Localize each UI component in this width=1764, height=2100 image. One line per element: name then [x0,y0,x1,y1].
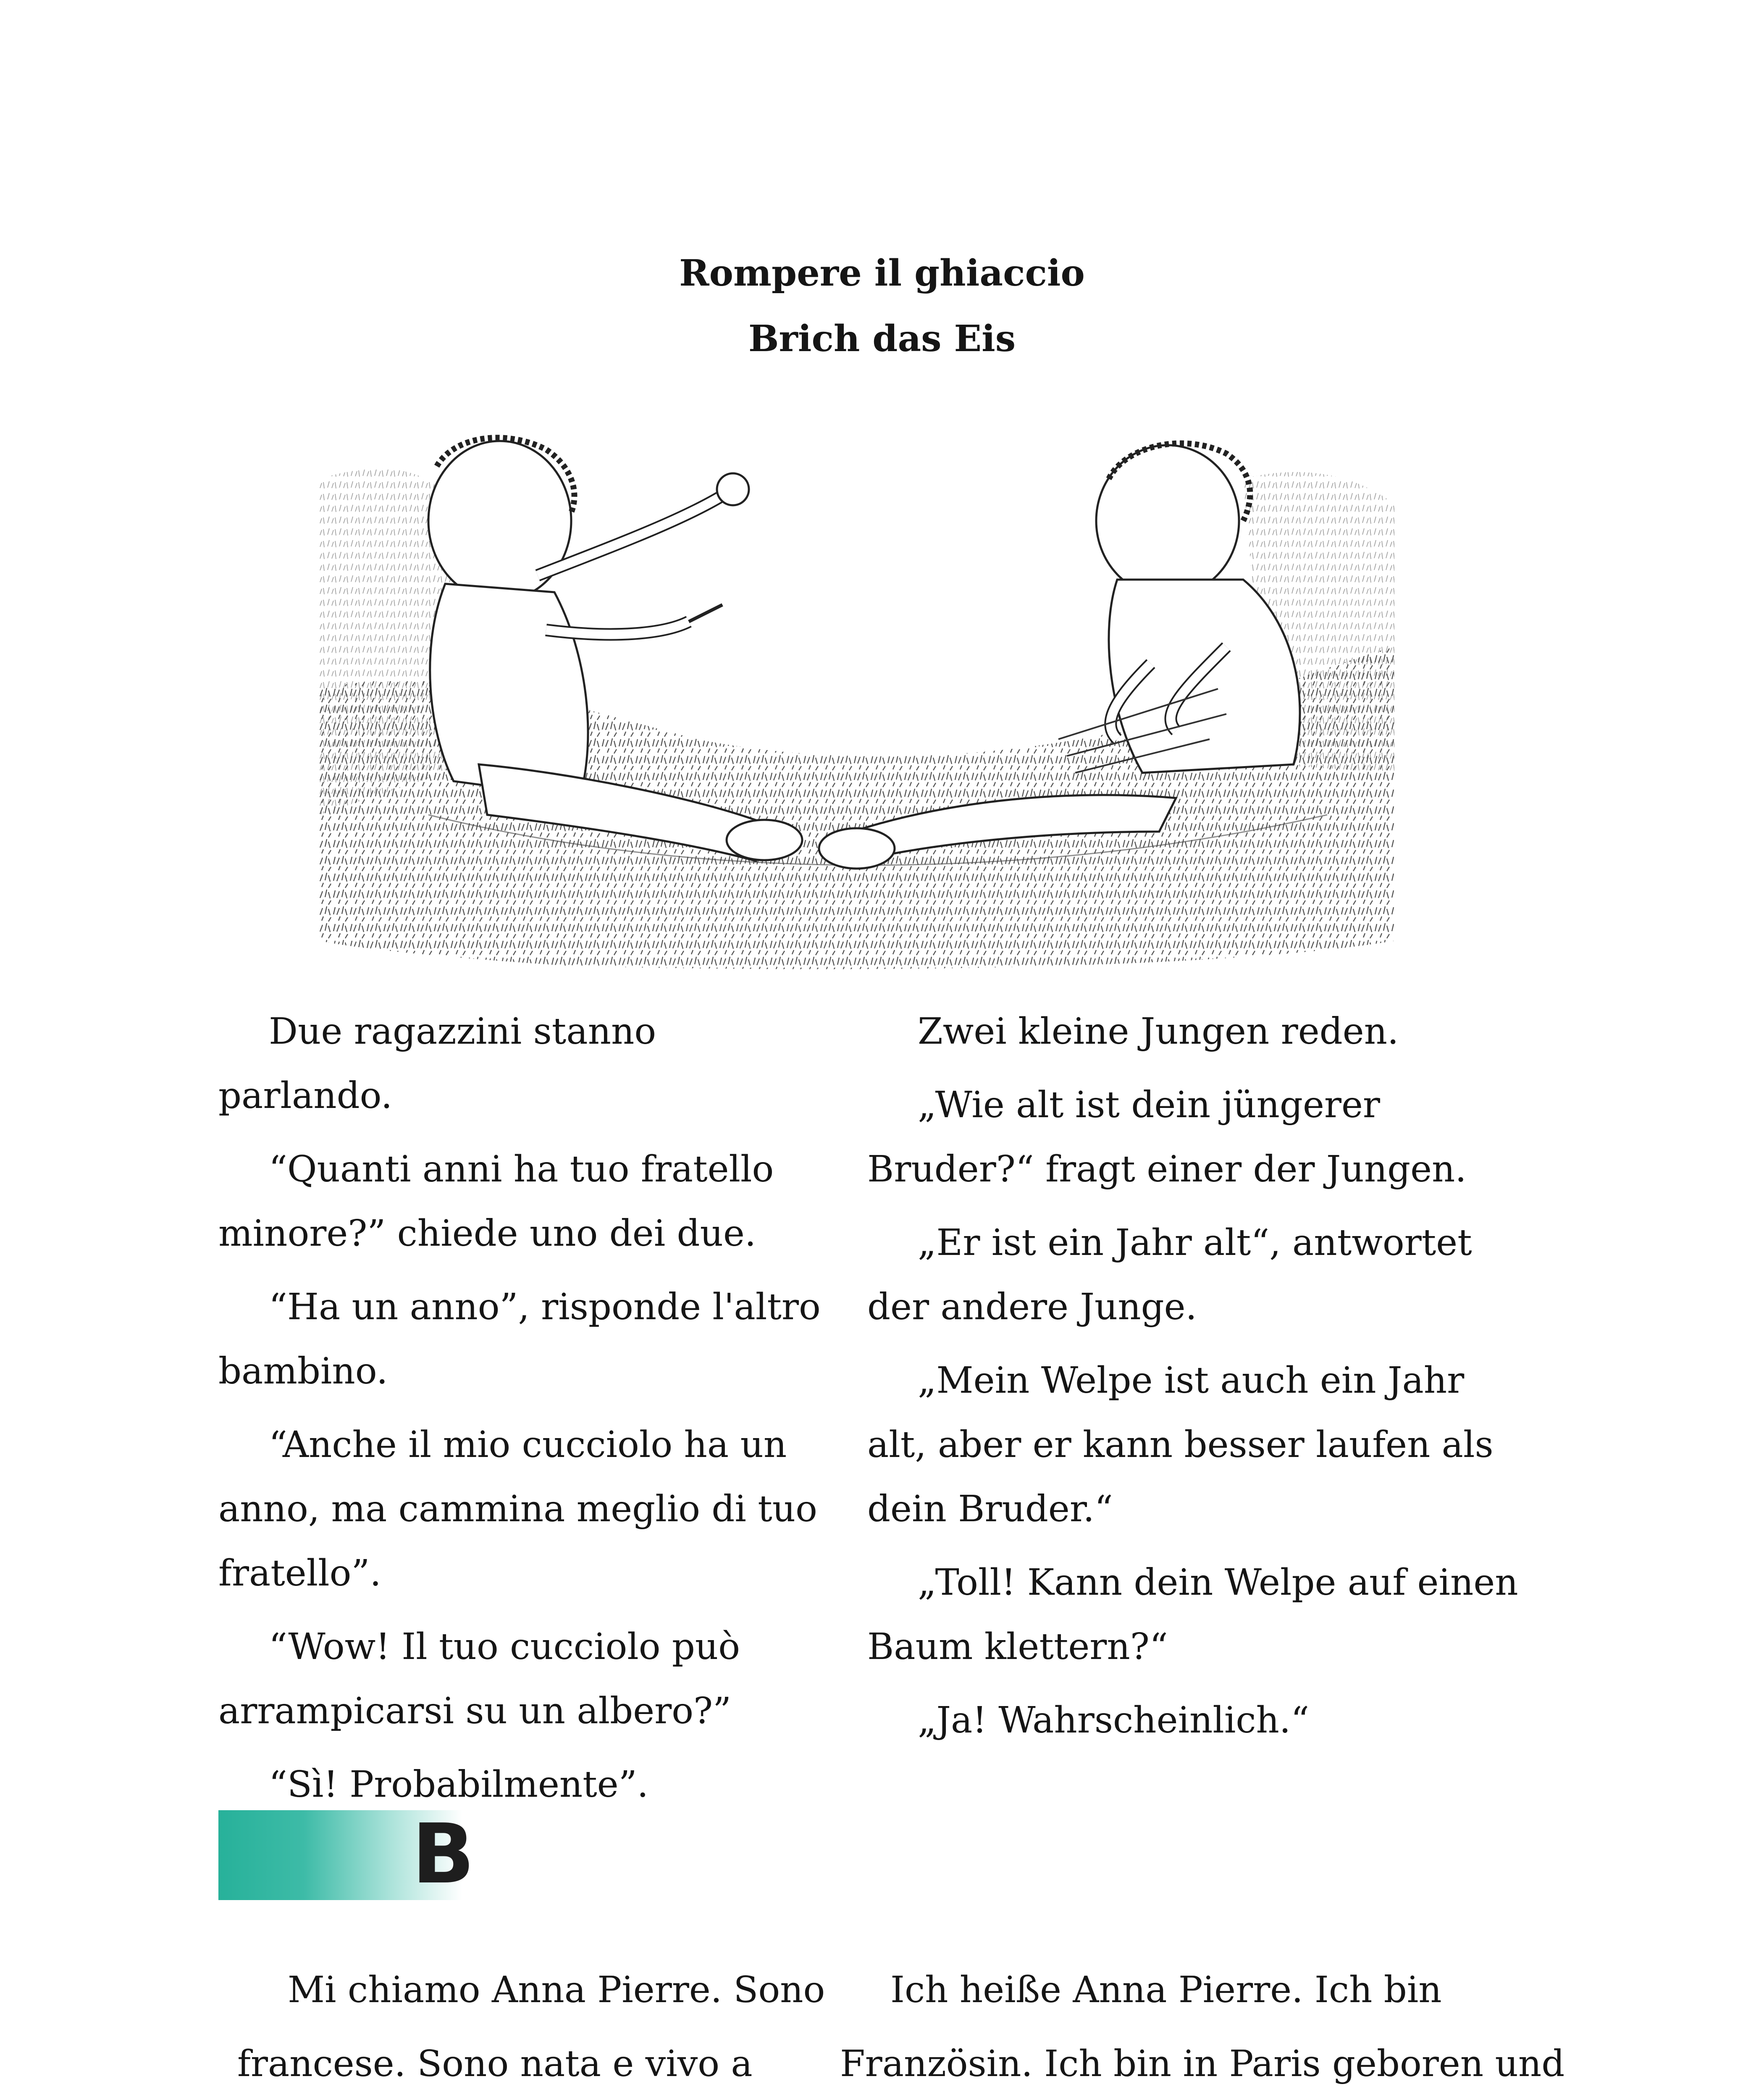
section-b-italian-column [237,1953,834,2100]
german-paragraph: „Wie alt ist dein jüngerer Bruder?“ fragt einer der Jungen. [867,1084,1467,1190]
german-paragraph: Zwei kleine Jungen reden. [918,1011,1399,1053]
german-paragraph: „Toll! Kann dein Welpe auf einen Baum klettern?“ [867,1562,1518,1668]
two-children-sitting-sketch-icon [319,395,1394,974]
italian-paragraph: “Sì! Probabilmente”. [269,1764,649,1806]
italian-paragraph: Due ragazzini stanno parlando. [218,1011,656,1117]
german-paragraph: „Ja! Wahrscheinlich.“ [918,1699,1310,1741]
italian-paragraph: “Quanti anni ha tuo fratello minore?” chiede uno dei due. [218,1148,774,1255]
title-german: Brich das Eis [748,318,1016,360]
section-b-letter: B [412,1806,475,1902]
title-italian: Rompere il ghiaccio [679,252,1085,294]
italian-paragraph: Mi chiamo Anna Pierre. Sono francese. Sono nata e vivo a [237,1969,825,2085]
italian-paragraph: “Ha un anno”, risponde l'altro bambino. [218,1286,821,1392]
section-a-italian-column [218,1000,840,1826]
section-b-german-column [840,1953,1571,2100]
italian-paragraph: “Wow! Il tuo cucciolo può arrampicarsi su un albero?” [218,1626,740,1732]
german-paragraph: „Mein Welpe ist auch ein Jahr alt, aber er kann besser laufen als dein Bruder.“ [867,1360,1494,1530]
german-paragraph: Ich heiße Anna Pierre. Ich bin Französin. Ich bin in Paris geboren und [840,1969,1565,2085]
german-paragraph: „Er ist ein Jahr alt“, antwortet der andere Junge. [867,1222,1472,1328]
section-a-german-column [867,1000,1522,1762]
italian-paragraph: “Anche il mio cucciolo ha un anno, ma cammina meglio di tuo fratello”. [218,1424,817,1594]
